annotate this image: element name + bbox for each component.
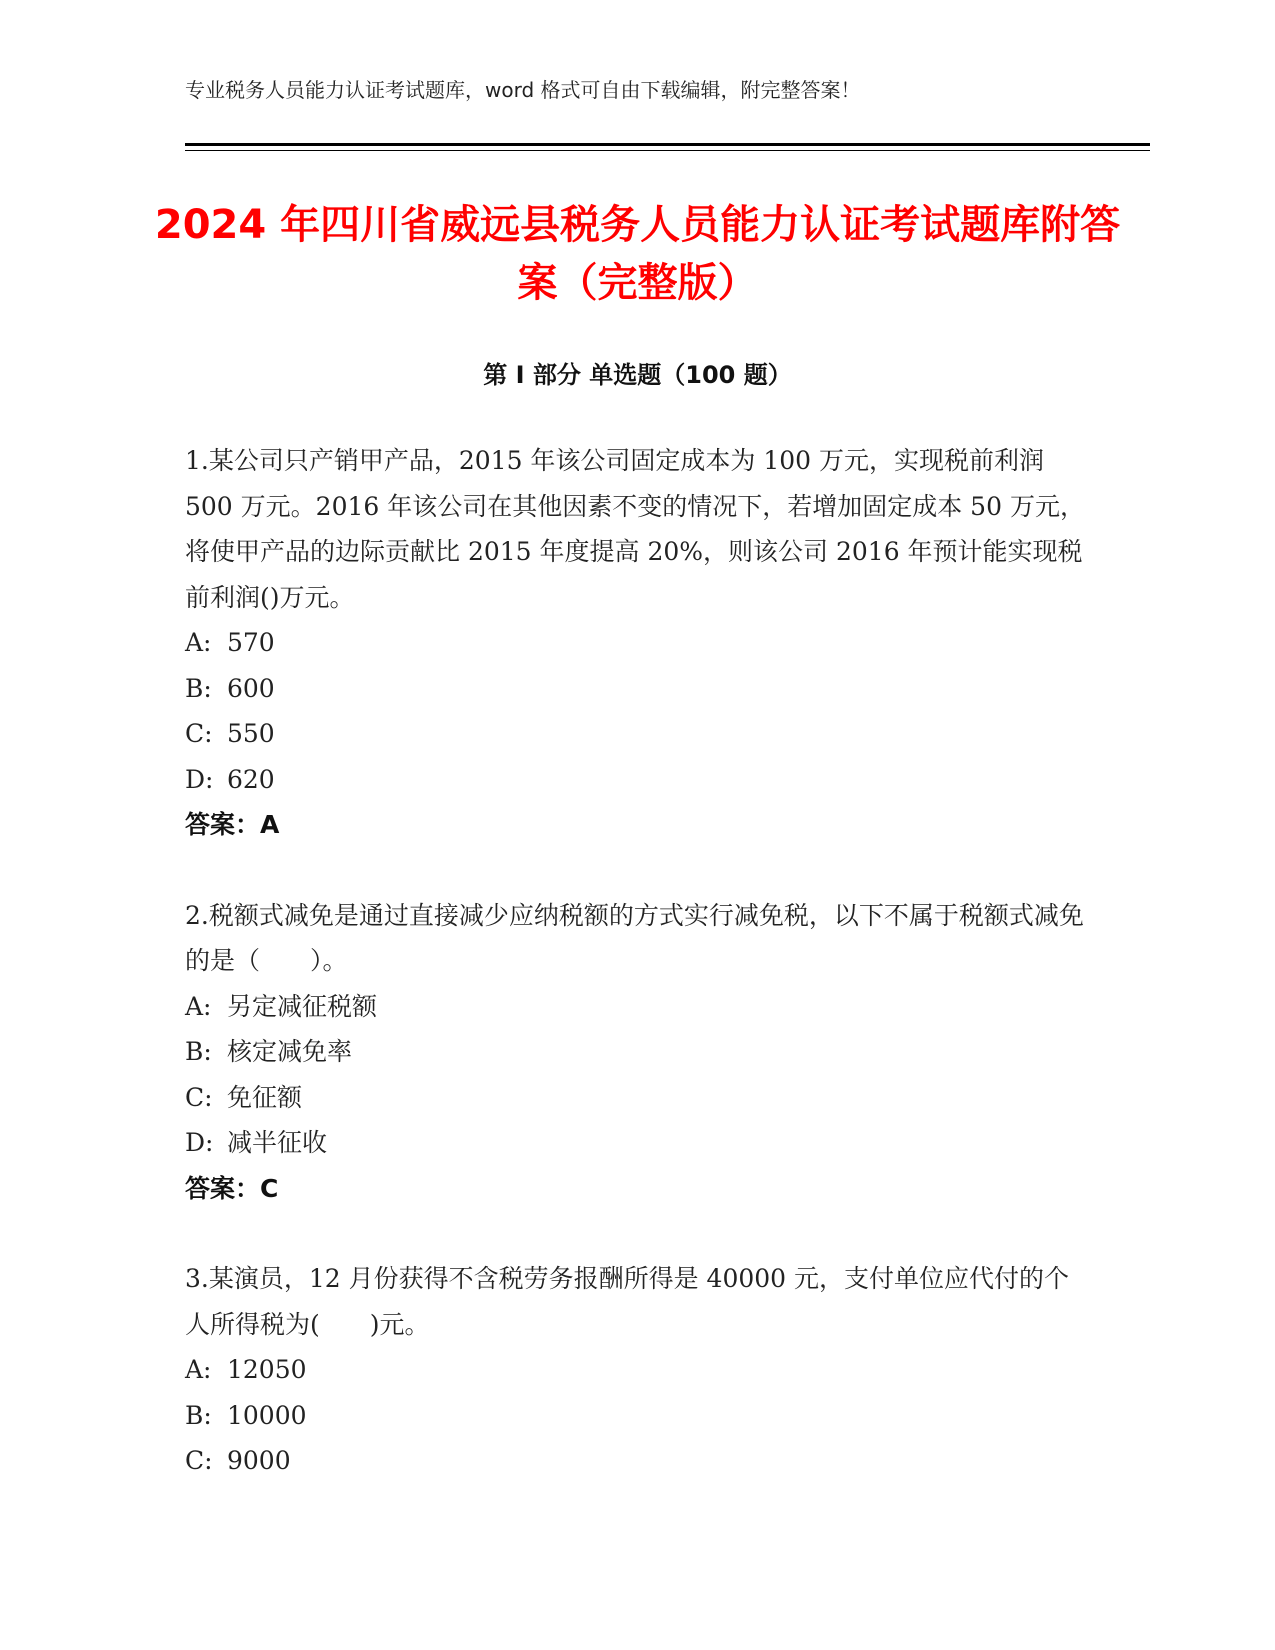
question-stem: 1.某公司只产销甲产品，2015 年该公司固定成本为 100 万元，实现税前利润 500 万元。2016 年该公司在其他因素不变的情况下，若增加固定成本 50 万元，将使甲产品的边际贡献比 2015 年度提高 20%，则该公司 2016 年预计能实现税前利润()万元。: [185, 446, 1085, 612]
option-a: [185, 984, 1090, 1030]
answer-line: 答案：A: [185, 810, 280, 839]
header-rule-thin: [185, 150, 1150, 151]
option-label: D:: [185, 764, 214, 794]
option-text: 12050: [227, 1355, 307, 1384]
question-stem: 3.某演员，12 月份获得不含税劳务报酬所得是 40000 元，支付单位应代付的个人所得税为( )元。: [185, 1264, 1070, 1339]
option-c: [185, 1438, 1090, 1484]
option-a: [185, 620, 1090, 666]
header-note: 专业税务人员能力认证考试题库，word 格式可自由下载编辑，附完整答案！: [185, 78, 861, 102]
question-2: [185, 893, 1090, 1212]
section-heading: 第 I 部分 单选题（100 题）: [483, 361, 792, 389]
question-list: [185, 438, 1090, 1529]
option-d: [185, 757, 1090, 803]
option-b: [185, 1029, 1090, 1075]
option-text: 减半征收: [227, 1128, 328, 1157]
option-label: A:: [185, 991, 212, 1021]
option-b: [185, 1393, 1090, 1439]
option-a: [185, 1347, 1090, 1393]
option-label: B:: [185, 1400, 212, 1430]
option-c: [185, 711, 1090, 757]
option-label: B:: [185, 1037, 212, 1066]
option-b: [185, 666, 1090, 712]
option-text: 600: [227, 673, 275, 703]
option-label: B:: [185, 673, 212, 703]
question-stem: 2.税额式减免是通过直接减少应纳税额的方式实行减免税，以下不属于税额式减免的是（ ）。: [185, 900, 1084, 975]
option-text: 9000: [227, 1446, 291, 1475]
option-label: D:: [185, 1128, 214, 1157]
option-text: 550: [227, 719, 275, 748]
option-d: [185, 1120, 1090, 1166]
option-text: 10000: [227, 1400, 307, 1430]
option-label: C:: [185, 1082, 213, 1112]
answer-line: 答案：C: [185, 1173, 279, 1203]
question-3: [185, 1256, 1090, 1484]
option-c: [185, 1075, 1090, 1121]
option-text: 另定减征税额: [227, 991, 378, 1021]
option-label: A:: [185, 628, 212, 657]
header-rule-thick: [185, 143, 1150, 146]
option-label: A:: [185, 1355, 212, 1384]
question-1: [185, 438, 1090, 848]
option-text: 620: [227, 764, 275, 794]
option-text: 核定减免率: [227, 1037, 353, 1066]
option-text: 免征额: [227, 1082, 303, 1112]
option-text: 570: [227, 628, 275, 657]
option-label: C:: [185, 719, 213, 748]
option-label: C:: [185, 1446, 213, 1475]
document-title: 2024 年四川省威远县税务人员能力认证考试题库附答案（完整版）: [154, 202, 1121, 306]
